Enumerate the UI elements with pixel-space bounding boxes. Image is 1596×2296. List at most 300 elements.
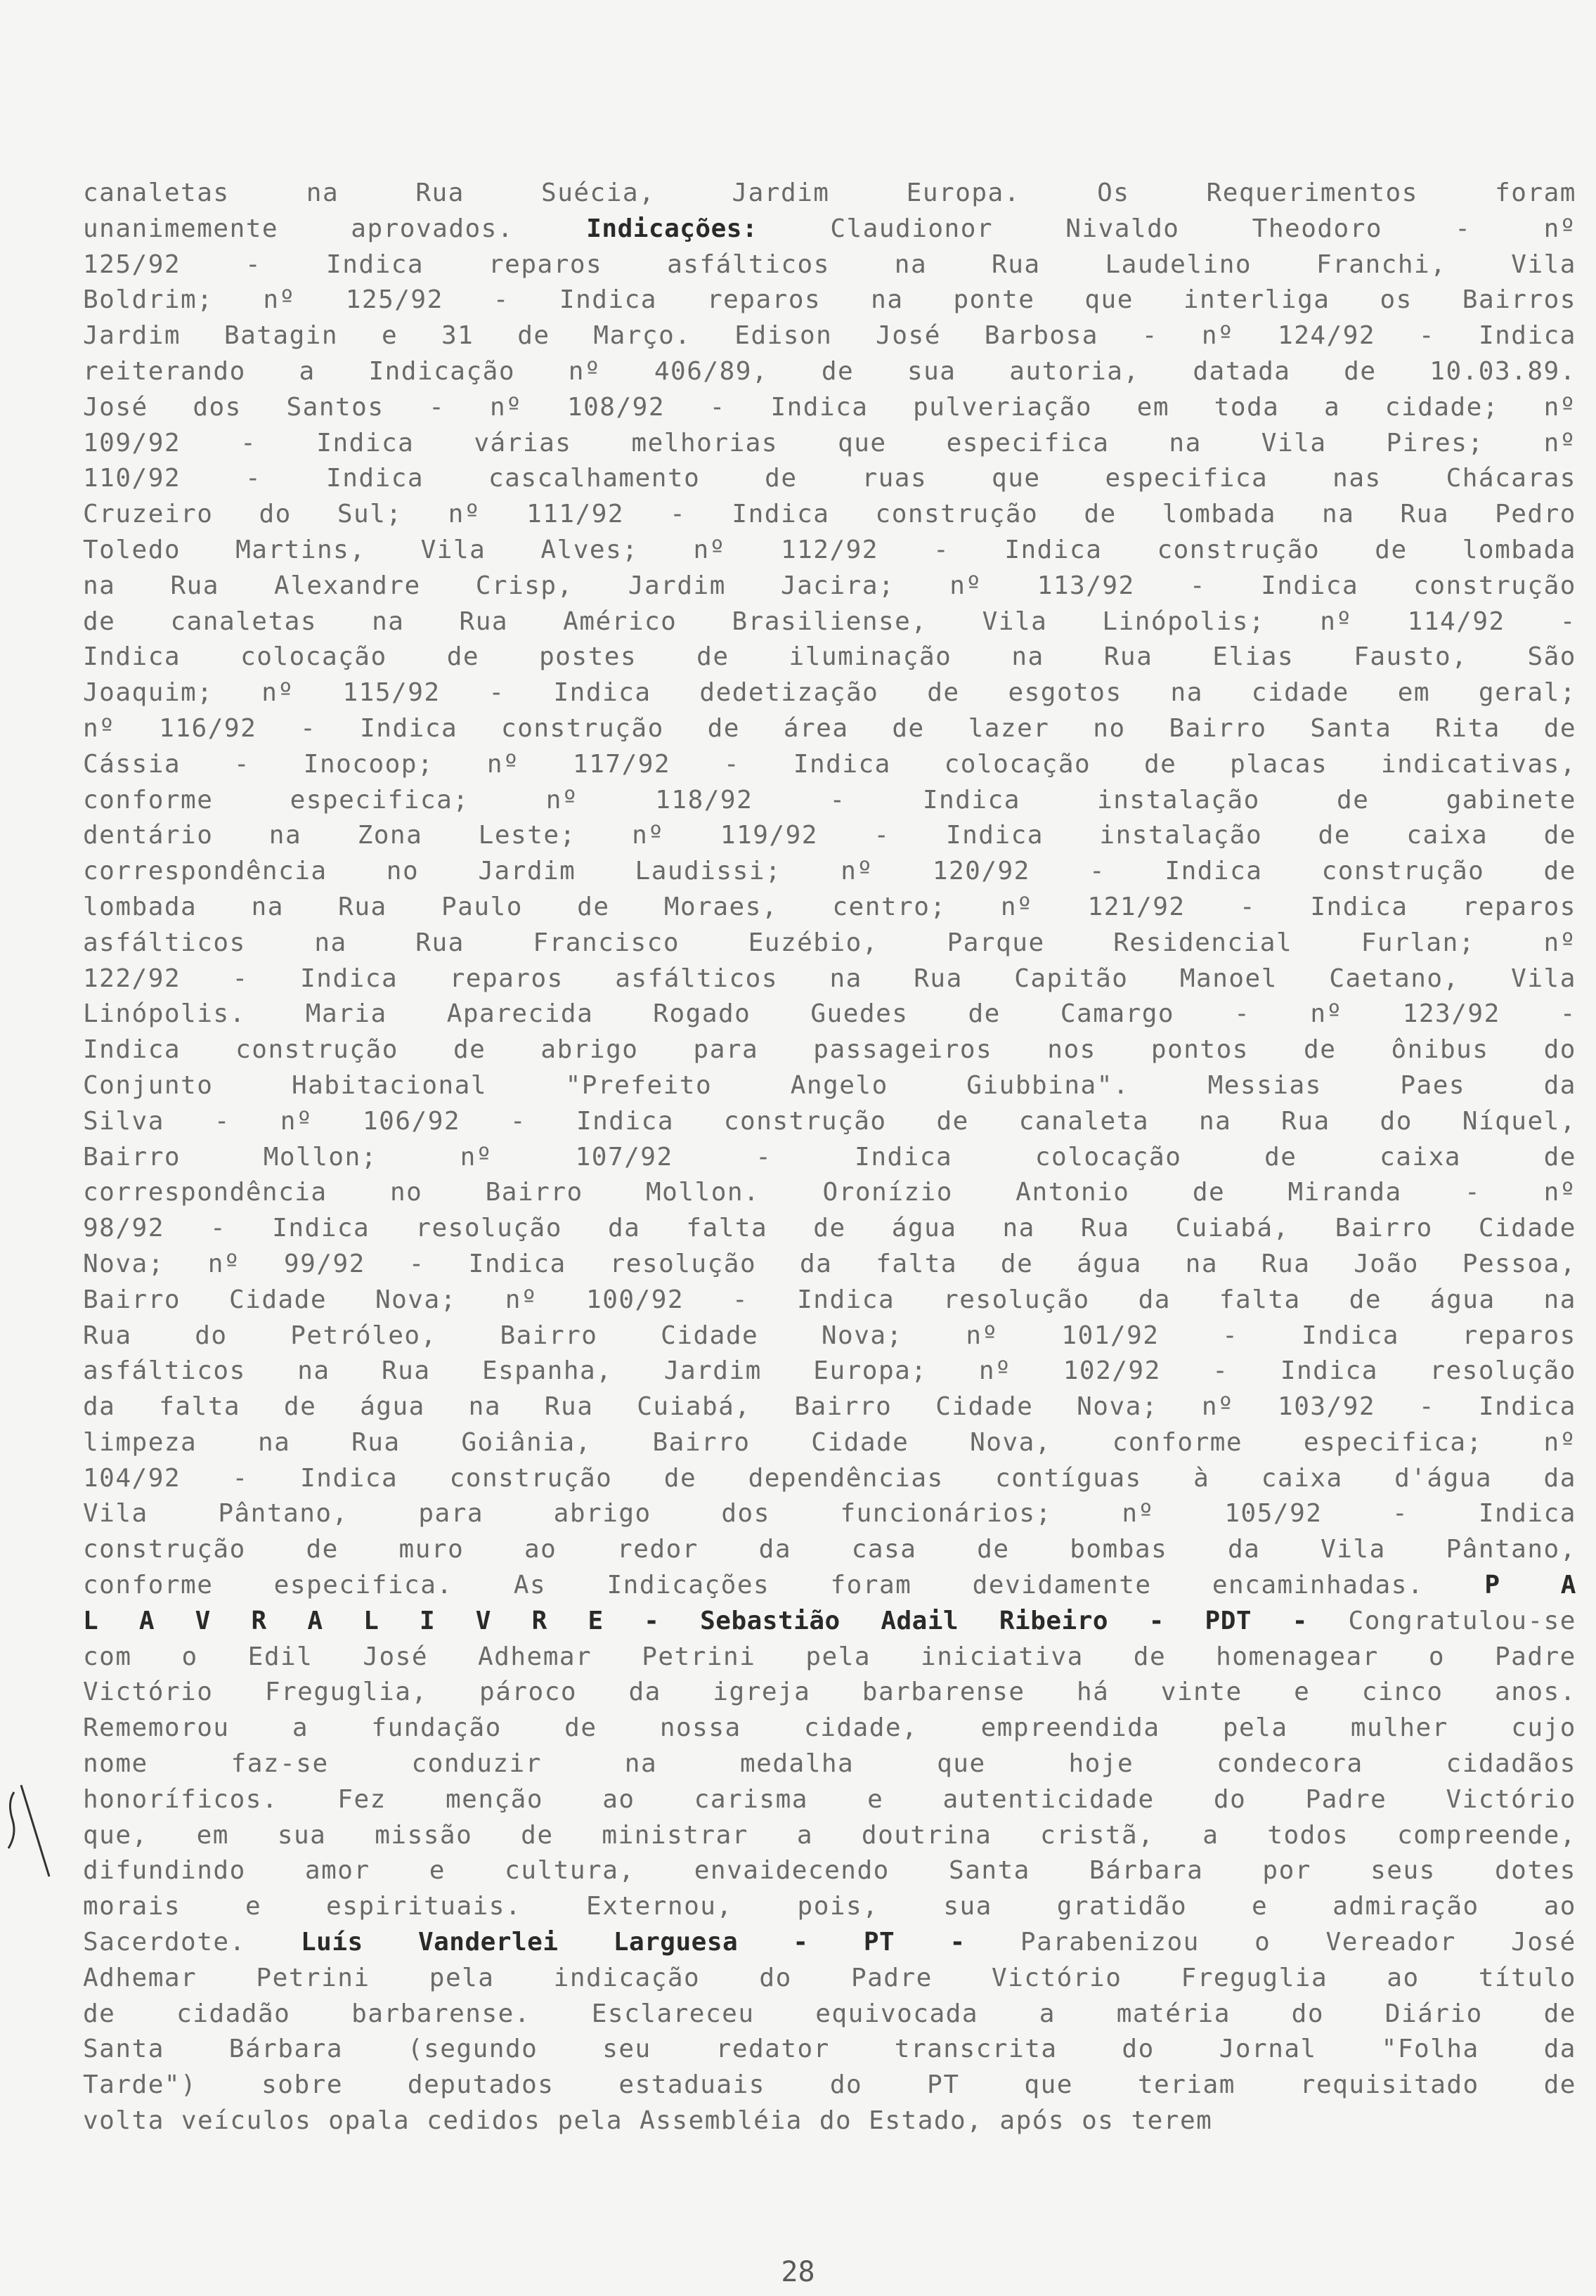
word: Indica	[316, 428, 415, 458]
word: especifica.	[273, 1571, 453, 1600]
word: nº	[280, 1106, 313, 1136]
word: ruas	[862, 464, 928, 493]
word: seu	[602, 2035, 651, 2064]
word: e	[867, 1784, 884, 1814]
word: d'água	[1394, 1463, 1493, 1493]
word: Barbosa	[984, 321, 1098, 351]
word: de	[1543, 2070, 1576, 2100]
word: cidadão	[176, 1999, 291, 2028]
word: Brasiliense,	[732, 607, 928, 636]
word: faz-se	[231, 1749, 329, 1779]
word: nº	[448, 500, 481, 529]
word: terem	[1131, 2106, 1213, 2136]
word: requisitado	[1299, 2070, 1479, 2100]
word: na	[257, 1427, 291, 1457]
word: Joaquim;	[83, 678, 214, 708]
word: R	[251, 1606, 267, 1635]
word: 99/92	[283, 1249, 365, 1278]
text-line	[83, 961, 1576, 997]
word: menção	[445, 1784, 544, 1814]
text-line	[83, 1568, 1576, 1604]
word: "Prefeito	[565, 1070, 713, 1100]
word: na	[251, 892, 284, 921]
word: Rua	[544, 1392, 594, 1422]
word: Bairro	[1169, 713, 1267, 743]
word: de	[663, 1463, 697, 1493]
word: Esclareceu	[591, 1999, 755, 2028]
word: Indica	[922, 785, 1020, 815]
word: reiterando	[83, 356, 246, 386]
word: Bárbara	[228, 2035, 343, 2064]
word: -	[214, 1106, 231, 1136]
word: -	[1418, 1392, 1436, 1422]
word: L	[83, 1606, 99, 1635]
word: Aparecida	[446, 999, 594, 1029]
word: Cidade	[811, 1427, 909, 1457]
word: para	[693, 1035, 759, 1065]
word: Indica	[945, 821, 1044, 850]
word: de	[1543, 713, 1576, 743]
word: Indica	[732, 500, 830, 529]
text-line	[83, 854, 1576, 890]
word: Indica	[1261, 571, 1359, 600]
word: Nova;	[1077, 1392, 1158, 1422]
word: especifica	[1105, 464, 1269, 493]
text-line	[83, 1175, 1576, 1211]
word: Rua	[170, 571, 219, 600]
word: abrigo	[553, 1499, 651, 1529]
word: barbarense.	[351, 1999, 531, 2028]
word: envaidecendo	[694, 1856, 890, 1886]
word: 120/92	[932, 857, 1030, 886]
word: Zona	[357, 821, 423, 850]
word: Indica	[83, 1035, 181, 1065]
word: -	[1089, 857, 1106, 886]
word: (segundo	[407, 2035, 538, 2064]
word: PT	[863, 1928, 895, 1957]
text-line	[83, 818, 1576, 854]
word: Larguesa	[613, 1928, 739, 1957]
word: Bairros	[1462, 285, 1576, 315]
word: especifica	[946, 428, 1110, 458]
word: nº	[505, 1285, 538, 1314]
word: Nivaldo	[1065, 214, 1180, 243]
word: Messias	[1207, 1070, 1322, 1100]
word: Mollon;	[263, 1142, 377, 1172]
word: dependências	[748, 1463, 944, 1493]
text-line	[83, 1961, 1576, 1997]
word: -	[245, 464, 262, 493]
word: correspondência	[83, 857, 327, 886]
word: 114/92	[1407, 607, 1505, 636]
word: os	[1082, 2106, 1115, 2136]
word: 113/92	[1037, 571, 1135, 600]
word: Indica	[360, 713, 458, 743]
word: Congratulou-se	[1348, 1606, 1576, 1635]
word: caixa	[1406, 821, 1488, 850]
word: de	[892, 713, 925, 743]
word: Linópolis;	[1102, 607, 1266, 636]
word: no	[1093, 713, 1126, 743]
word: Luís	[301, 1928, 363, 1957]
word: Nova,	[970, 1427, 1051, 1457]
word: ponte	[953, 285, 1035, 315]
word: anos.	[1495, 1678, 1576, 1707]
text-line	[83, 354, 1576, 390]
word: Rua	[1281, 1106, 1330, 1136]
word: equivocada	[815, 1999, 978, 2028]
word: Rua	[415, 928, 465, 957]
word: água	[891, 1214, 957, 1243]
word: em	[196, 1820, 229, 1850]
word: -	[1212, 1356, 1229, 1386]
word: Cidade	[228, 1285, 327, 1314]
word: que	[1084, 285, 1134, 315]
word: da	[628, 1678, 661, 1707]
word: "Folha	[1381, 2035, 1479, 2064]
word: redor	[617, 1535, 699, 1564]
word: canaletas	[83, 179, 230, 207]
word: Indicação	[368, 356, 516, 386]
word: reparos	[449, 964, 564, 993]
word: -	[1292, 1606, 1308, 1635]
word: Indica	[1004, 535, 1103, 564]
word: Antonio	[1016, 1178, 1130, 1207]
word: Fez	[337, 1784, 387, 1814]
word: pulveriação	[913, 392, 1093, 422]
word: na	[894, 249, 928, 279]
word: Indica	[1478, 321, 1576, 351]
word: Vila	[1321, 1535, 1386, 1564]
word: 107/92	[575, 1142, 673, 1172]
word: -	[709, 392, 726, 422]
word: Victório	[1446, 1784, 1576, 1814]
word: Martins,	[235, 535, 366, 564]
text-line	[83, 1068, 1576, 1104]
word: Vanderlei	[417, 1928, 559, 1957]
word: I	[419, 1606, 436, 1635]
word: Indica	[559, 285, 657, 315]
word: de	[936, 1106, 969, 1136]
word: Santos	[286, 392, 384, 422]
word: 123/92	[1402, 999, 1500, 1029]
word: L	[363, 1606, 379, 1635]
word: que	[1024, 2070, 1073, 2100]
word: Moraes,	[663, 892, 779, 921]
word: de	[1084, 500, 1117, 529]
word: doutrina	[861, 1820, 992, 1850]
word: nos	[1047, 1035, 1096, 1065]
text-line	[83, 533, 1576, 569]
word: iniciativa	[921, 1642, 1084, 1671]
word: Batagin	[223, 321, 339, 351]
text-line	[83, 283, 1576, 318]
word: o	[1254, 1928, 1271, 1957]
word: 118/92	[655, 785, 753, 815]
word: honoríficos.	[83, 1784, 279, 1814]
word: casa	[851, 1535, 917, 1564]
word: da	[1543, 1070, 1576, 1100]
word: gabinete	[1446, 785, 1576, 815]
word: opala	[328, 2106, 410, 2136]
word: João	[1354, 1249, 1419, 1278]
word: São	[1527, 642, 1576, 672]
word: do	[819, 2106, 852, 2136]
word: toda	[1214, 392, 1280, 422]
word: Adhemar	[478, 1642, 592, 1671]
word: P	[1484, 1571, 1500, 1600]
word: Rememorou	[83, 1713, 230, 1743]
word: hoje	[1068, 1749, 1134, 1779]
word: nº	[460, 1142, 493, 1172]
word: conforme	[83, 785, 214, 815]
text-line	[83, 1853, 1576, 1889]
word: cinco	[1361, 1678, 1443, 1707]
word: estaduais	[618, 2070, 765, 2100]
text-line	[83, 1675, 1576, 1711]
word: medalha	[740, 1749, 855, 1779]
word: Crisp,	[475, 571, 573, 600]
text-line	[83, 1461, 1576, 1497]
word: a	[1323, 392, 1341, 422]
word: Rua	[914, 964, 963, 993]
text-line	[83, 569, 1576, 604]
word: A	[1560, 1571, 1576, 1600]
word: 108/92	[566, 392, 665, 422]
word: 119/92	[720, 821, 818, 850]
word: que,	[83, 1820, 148, 1850]
word: Sacerdote.	[83, 1928, 246, 1957]
word: no	[389, 1178, 423, 1207]
word: -	[949, 1928, 966, 1957]
word: pela	[557, 2106, 623, 2136]
word: colocação	[944, 749, 1091, 779]
word: pároco	[479, 1678, 578, 1707]
word: Parabenizou	[1020, 1928, 1200, 1957]
word: nº	[1122, 1499, 1155, 1529]
word: conforme	[83, 1571, 214, 1600]
word: Sebastião	[700, 1606, 841, 1635]
word: que	[838, 428, 887, 458]
word: Rua	[459, 607, 509, 636]
word: amor	[304, 1856, 370, 1886]
word: dos	[721, 1499, 770, 1529]
text-line	[83, 783, 1576, 819]
word: de	[813, 1214, 846, 1243]
word: ao	[602, 1784, 635, 1814]
text-line	[83, 1104, 1576, 1140]
word: especifica;	[1303, 1427, 1483, 1457]
word: nº	[1000, 892, 1034, 921]
word: Os	[1097, 179, 1130, 207]
word: deputados	[407, 2070, 554, 2100]
word: José	[1511, 1928, 1576, 1957]
word: Rita	[1435, 713, 1500, 743]
text-line	[83, 1997, 1576, 2032]
text-line	[83, 318, 1576, 354]
word: pela	[805, 1642, 871, 1671]
word: -	[1222, 1321, 1239, 1350]
word: do	[759, 1963, 792, 1992]
word: Manoel	[1179, 964, 1278, 993]
word: Inocoop;	[303, 749, 434, 779]
word: construção	[449, 1463, 613, 1493]
text-line	[83, 926, 1576, 961]
word: nº	[1543, 928, 1576, 957]
word: construção	[501, 713, 664, 743]
word: o	[181, 1642, 198, 1671]
word: Ribeiro	[999, 1606, 1109, 1635]
word: ministrar	[602, 1820, 748, 1850]
word: caixa	[1380, 1142, 1461, 1172]
word: instalação	[1097, 785, 1260, 815]
word: todos	[1267, 1820, 1349, 1850]
word: e	[381, 321, 398, 351]
word: -	[1239, 892, 1257, 921]
word: no	[386, 857, 420, 886]
word: Fausto,	[1354, 642, 1468, 672]
word: 104/92	[83, 1463, 181, 1493]
word: Jardim	[732, 179, 830, 207]
word: conforme	[1112, 1427, 1243, 1457]
word: -	[1141, 321, 1158, 351]
word: -	[644, 1606, 660, 1635]
word: Rua	[1103, 642, 1153, 672]
word: Assembléia	[640, 2106, 803, 2136]
word: nº	[966, 1321, 999, 1350]
word: Jardim	[628, 571, 726, 600]
word: canaleta	[1018, 1106, 1150, 1136]
word: Santa	[948, 1856, 1030, 1886]
text-line	[83, 1211, 1576, 1247]
word: pois,	[797, 1892, 879, 1921]
word: nº	[207, 1249, 241, 1278]
word: nº	[949, 571, 982, 600]
word: Rogado	[653, 999, 751, 1029]
word: -	[670, 500, 687, 529]
word: -	[1559, 999, 1576, 1029]
word: a	[796, 1820, 814, 1850]
word: 122/92	[83, 964, 181, 993]
text-line	[83, 640, 1576, 675]
word: lombada	[1162, 500, 1276, 529]
word: Indica	[1310, 892, 1408, 921]
word: Linópolis.	[83, 999, 246, 1029]
word: V	[195, 1606, 211, 1635]
word: o	[1428, 1642, 1445, 1671]
word: construção	[83, 1535, 246, 1564]
word: resolução	[943, 1285, 1090, 1314]
word: nº	[1543, 1427, 1576, 1457]
word: nº	[1543, 1178, 1576, 1207]
word: de	[283, 1392, 317, 1422]
word: Victório	[991, 1963, 1122, 1992]
word: que	[937, 1749, 986, 1779]
word: asfálticos	[83, 1356, 246, 1386]
word: Vila	[1511, 964, 1576, 993]
word: na	[83, 571, 116, 600]
word: de	[1543, 821, 1576, 850]
word: Pires;	[1386, 428, 1484, 458]
word: -	[723, 749, 741, 779]
text-line	[83, 1532, 1576, 1568]
word: na	[1543, 1285, 1576, 1314]
word: -	[1392, 1499, 1409, 1529]
word: várias	[474, 428, 572, 458]
text-line	[83, 1925, 1576, 1961]
body-text	[83, 176, 1576, 2139]
word: encaminhadas.	[1212, 1571, 1425, 1600]
word: Diário	[1384, 1999, 1483, 2028]
word: Claudionor	[830, 214, 994, 243]
word: Habitacional	[291, 1070, 488, 1100]
word: da	[1227, 1535, 1261, 1564]
word: da	[1543, 1463, 1576, 1493]
word: Padre	[850, 1963, 933, 1992]
word: da	[758, 1535, 791, 1564]
word: conduzir	[411, 1749, 542, 1779]
word: placas	[1230, 749, 1328, 779]
word: de	[1375, 535, 1408, 564]
word: de	[521, 1820, 554, 1850]
word: Indica	[1280, 1356, 1378, 1386]
word: nº	[1543, 214, 1576, 243]
word: Euzébio,	[748, 928, 878, 957]
word: na	[1011, 642, 1044, 672]
word: lombada	[83, 892, 197, 921]
word: 125/92	[83, 249, 181, 279]
text-line	[83, 1782, 1576, 1818]
word: Edison	[734, 321, 833, 351]
word: nossa	[659, 1713, 741, 1743]
word: na	[1185, 1249, 1219, 1278]
word: postes	[539, 642, 637, 672]
word: Residencial	[1113, 928, 1293, 957]
word: -	[1418, 321, 1436, 351]
word: nº	[1310, 999, 1343, 1029]
word: Indica	[300, 1463, 398, 1493]
word: contíguas	[995, 1463, 1142, 1493]
word: -	[829, 785, 846, 815]
word: Externou,	[586, 1892, 733, 1921]
word: -	[1148, 1606, 1164, 1635]
text-line	[83, 1496, 1576, 1532]
word: Indica	[326, 249, 424, 279]
word: reparos	[1462, 1321, 1576, 1350]
word: falta	[1219, 1285, 1301, 1314]
word: Franchi,	[1316, 249, 1447, 279]
word: à	[1193, 1463, 1210, 1493]
word: área	[783, 713, 849, 743]
word: nº	[841, 857, 874, 886]
word: cedidos	[427, 2106, 541, 2136]
word: vinte	[1160, 1678, 1243, 1707]
word: construção	[1413, 571, 1576, 600]
word: -	[429, 392, 446, 422]
word: na	[871, 285, 904, 315]
word: centro;	[832, 892, 947, 921]
text-line	[83, 1711, 1576, 1746]
word: bombas	[1070, 1535, 1168, 1564]
word: passageiros	[813, 1035, 993, 1065]
word: 101/92	[1061, 1321, 1160, 1350]
word: nº	[1201, 321, 1235, 351]
word: com	[83, 1642, 132, 1671]
word: da	[1543, 2035, 1576, 2064]
word: de	[765, 464, 798, 493]
word: do	[829, 2070, 863, 2100]
word: de	[707, 713, 740, 743]
